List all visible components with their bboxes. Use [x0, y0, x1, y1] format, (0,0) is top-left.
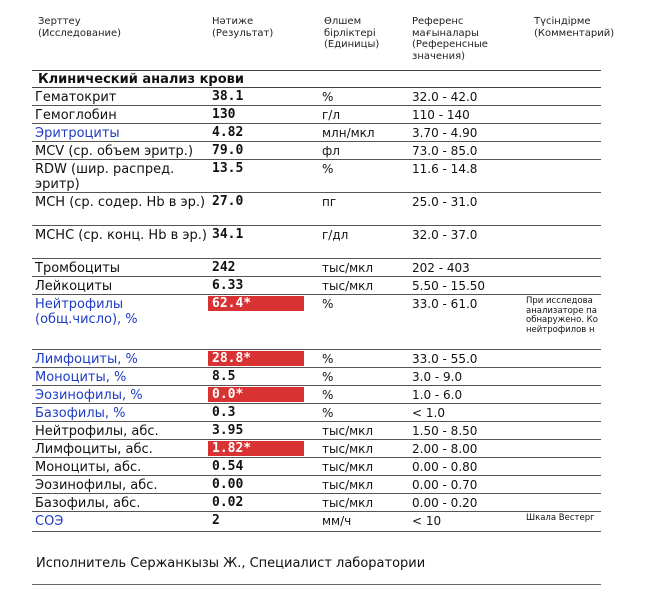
table-row	[32, 88, 601, 106]
row-name[interactable]: Моноциты, %	[35, 370, 127, 385]
row-result: 0.00	[212, 477, 244, 492]
row-result: 38.1	[212, 89, 244, 104]
row-result: 0.54	[212, 459, 244, 474]
row-name: Базофилы, абс.	[35, 496, 141, 511]
row-comment: При исследова анализаторе па обнаружено. Ко нейтрофилов н	[526, 296, 598, 335]
row-result: 4.82	[212, 125, 244, 140]
row-unit: тыс/мкл	[322, 261, 374, 275]
row-result: 34.1	[212, 227, 244, 242]
row-result-flagged: 28.8*	[208, 351, 304, 366]
table-row	[32, 259, 601, 277]
row-name: RDW (шир. распред. эритр)	[35, 162, 175, 192]
row-name: MCHC (ср. конц. Hb в эр.)	[35, 228, 207, 243]
row-reference: 11.6 - 14.8	[412, 162, 478, 176]
row-result: 2	[212, 513, 220, 528]
row-name[interactable]: Эозинофилы, %	[35, 388, 143, 403]
table-row	[32, 193, 601, 226]
row-reference: 1.0 - 6.0	[412, 388, 463, 402]
table-row	[32, 476, 601, 494]
table-row	[32, 422, 601, 440]
row-unit: %	[322, 162, 334, 176]
table-row	[32, 160, 601, 193]
row-result: 0.3	[212, 405, 236, 420]
row-reference: 0.00 - 0.20	[412, 496, 478, 510]
row-unit: тыс/мкл	[322, 279, 374, 293]
header-result: Нәтиже (Результат)	[212, 16, 274, 39]
row-unit: %	[322, 388, 334, 402]
row-unit: %	[322, 370, 334, 384]
row-name: Эозинофилы, абс.	[35, 478, 158, 493]
row-unit: тыс/мкл	[322, 442, 374, 456]
row-unit: млн/мкл	[322, 126, 375, 140]
row-name[interactable]: Лимфоциты, %	[35, 352, 138, 367]
row-reference: < 10	[412, 514, 442, 528]
row-name[interactable]: СОЭ	[35, 514, 64, 529]
header-units: Өлшем бірліктері (Единицы)	[324, 16, 380, 50]
row-name[interactable]: Нейтрофилы (общ.число), %	[35, 297, 138, 327]
table-header	[32, 16, 615, 70]
row-result-flagged: 62.4*	[208, 296, 304, 311]
row-reference: 202 - 403	[412, 261, 470, 275]
row-reference: 110 - 140	[412, 108, 470, 122]
table-row	[32, 295, 601, 350]
row-name[interactable]: Эритроциты	[35, 126, 120, 141]
row-unit: мм/ч	[322, 514, 352, 528]
row-unit: тыс/мкл	[322, 424, 374, 438]
table-row	[32, 494, 601, 512]
table-row	[32, 458, 601, 476]
performer-line: Исполнитель Сержанкызы Ж., Специалист лаборатории	[36, 556, 426, 571]
row-reference: 2.00 - 8.00	[412, 442, 478, 456]
row-reference: 32.0 - 37.0	[412, 228, 478, 242]
row-reference: 33.0 - 55.0	[412, 352, 478, 366]
row-reference: 0.00 - 0.70	[412, 478, 478, 492]
table-row	[32, 368, 601, 386]
row-result: 3.95	[212, 423, 244, 438]
row-unit: тыс/мкл	[322, 496, 374, 510]
row-name: Гемоглобин	[35, 108, 117, 123]
row-result-flagged: 0.0*	[208, 387, 304, 402]
row-reference: 5.50 - 15.50	[412, 279, 486, 293]
section-title: Клинический анализ крови	[32, 70, 601, 88]
row-unit: фл	[322, 144, 340, 158]
row-comment: Шкала Вестерг	[526, 513, 595, 523]
row-result: 242	[212, 260, 236, 275]
row-unit: %	[322, 297, 334, 311]
row-unit: %	[322, 90, 334, 104]
results-table	[32, 88, 601, 532]
row-unit: %	[322, 352, 334, 366]
row-unit: тыс/мкл	[322, 478, 374, 492]
row-unit: г/л	[322, 108, 341, 122]
table-row	[32, 277, 601, 295]
header-study: Зерттеу (Исследование)	[38, 16, 122, 39]
row-unit: г/дл	[322, 228, 349, 242]
row-reference: 0.00 - 0.80	[412, 460, 478, 474]
row-result: 27.0	[212, 194, 244, 209]
table-row	[32, 512, 601, 532]
row-name: Лимфоциты, абс.	[35, 442, 153, 457]
table-row	[32, 142, 601, 160]
row-reference: 73.0 - 85.0	[412, 144, 478, 158]
row-reference: 3.70 - 4.90	[412, 126, 478, 140]
header-comment: Түсіндірме (Комментарий)	[534, 16, 615, 39]
row-name: Гематокрит	[35, 90, 117, 105]
row-unit: %	[322, 406, 334, 420]
row-unit: пг	[322, 195, 337, 209]
row-result: 79.0	[212, 143, 244, 158]
row-reference: 25.0 - 31.0	[412, 195, 478, 209]
table-row	[32, 386, 601, 404]
row-result: 13.5	[212, 161, 244, 176]
row-unit: тыс/мкл	[322, 460, 374, 474]
row-reference: 32.0 - 42.0	[412, 90, 478, 104]
row-name: Нейтрофилы, абс.	[35, 424, 159, 439]
table-row	[32, 226, 601, 259]
row-name: MCH (ср. содер. Hb в эр.)	[35, 195, 206, 210]
row-reference: 1.50 - 8.50	[412, 424, 478, 438]
row-result: 130	[212, 107, 236, 122]
row-result: 0.02	[212, 495, 244, 510]
table-row	[32, 440, 601, 458]
row-name: Лейкоциты	[35, 279, 113, 294]
row-result: 8.5	[212, 369, 236, 384]
row-name: Тромбоциты	[35, 261, 121, 276]
row-result-flagged: 1.82*	[208, 441, 304, 456]
row-reference: 3.0 - 9.0	[412, 370, 463, 384]
header-reference: Референс мағыналары (Референсные значения)	[412, 16, 488, 62]
bottom-divider	[32, 584, 601, 585]
row-result: 6.33	[212, 278, 244, 293]
row-name: MCV (ср. объем эритр.)	[35, 144, 194, 159]
row-reference: < 1.0	[412, 406, 445, 420]
table-row	[32, 124, 601, 142]
row-reference: 33.0 - 61.0	[412, 297, 478, 311]
row-name[interactable]: Базофилы, %	[35, 406, 126, 421]
table-row	[32, 106, 601, 124]
table-row	[32, 404, 601, 422]
table-row	[32, 350, 601, 368]
row-name: Моноциты, абс.	[35, 460, 142, 475]
